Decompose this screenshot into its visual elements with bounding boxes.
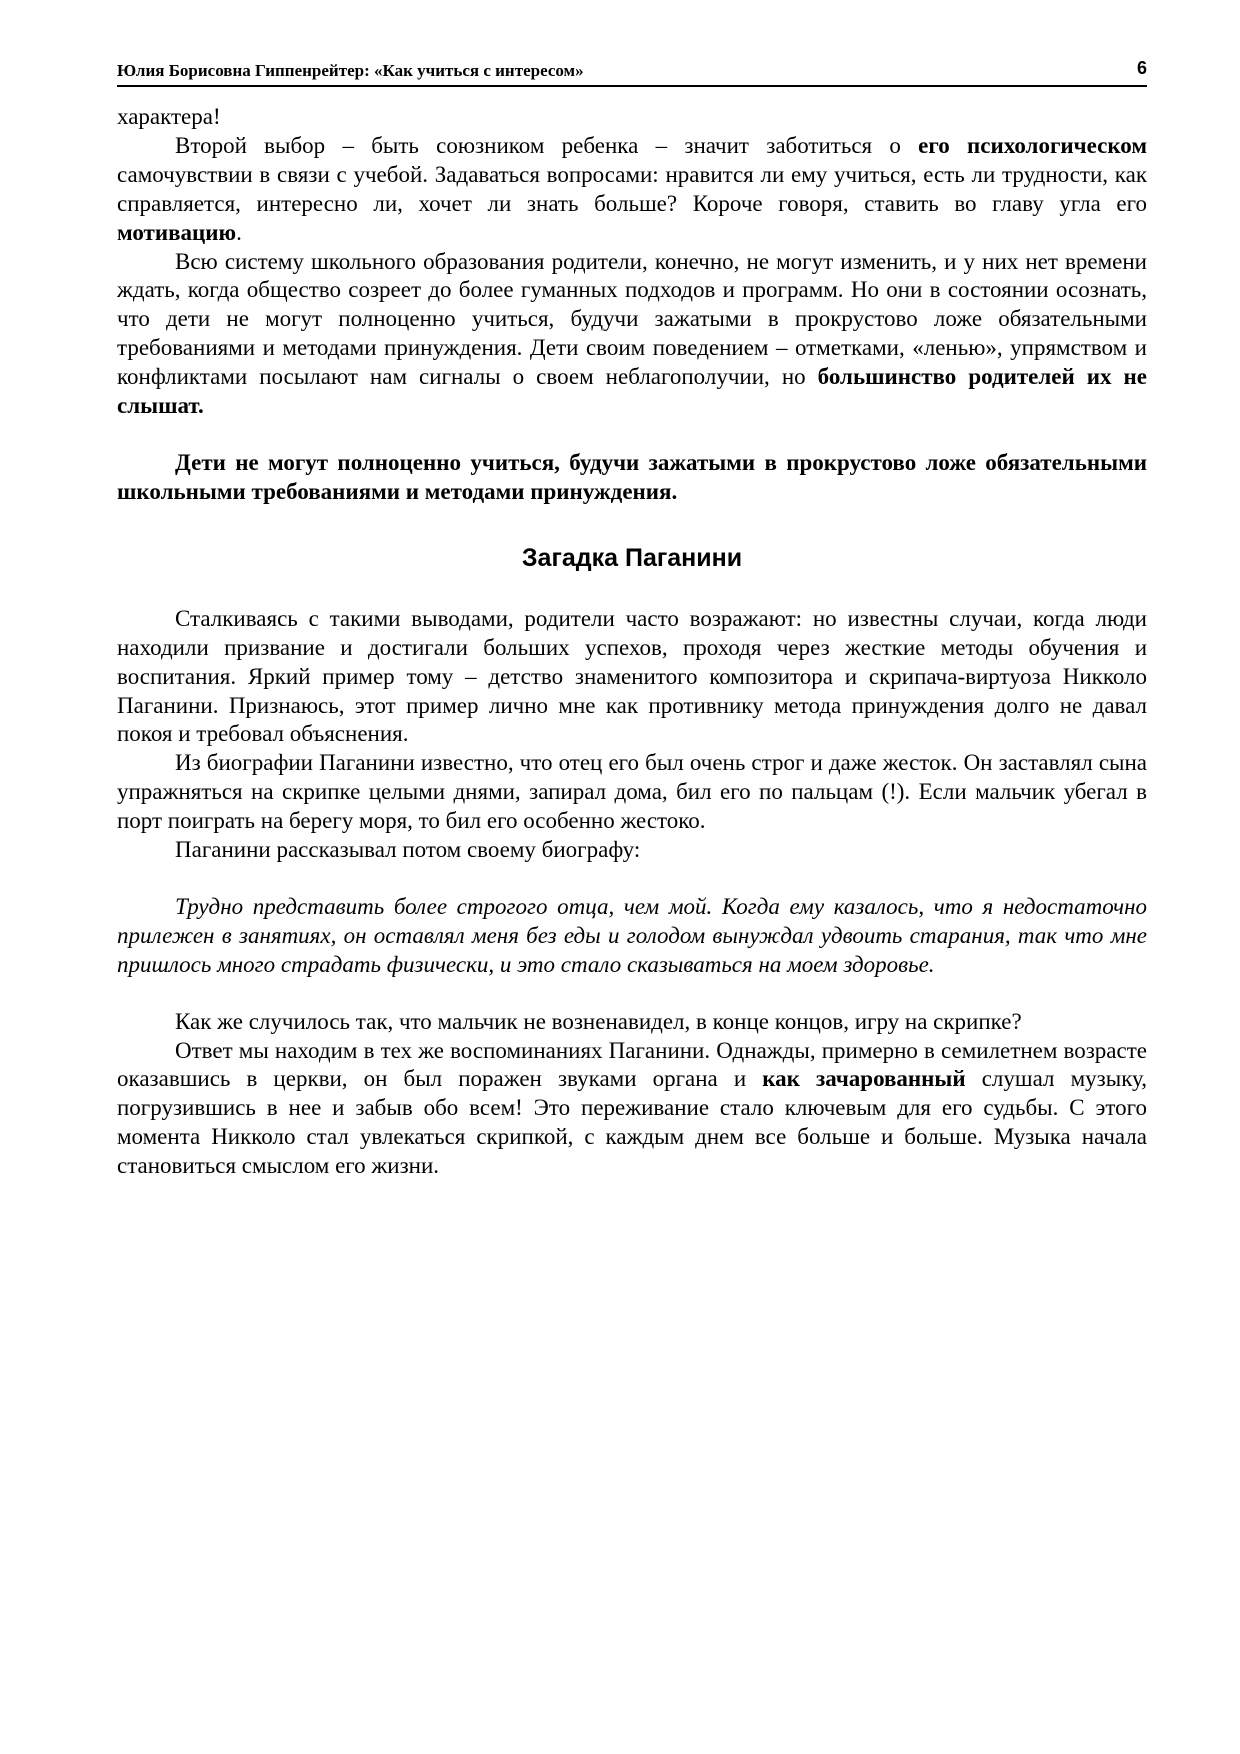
bold-phrase: его психологическом — [918, 132, 1147, 158]
paragraph-paganini-intro: Сталкиваясь с такими выводами, родители часто возражают: но известны случаи, когда люди находили призвание и достигали больших успехов, проходя через жесткие методы обучения и воспитания. Яркий пример тому – детство знаменитого композитора и скрипача-виртуоза Никколо Паганини. Признаюсь, этот пример лично мне как противнику метода принуждения долго не давал покоя и требовал объяснения. — [117, 605, 1147, 747]
paragraph-second-choice — [117, 132, 1147, 248]
text-run: Второй выбор – быть союзником ребенка – значит заботиться о — [175, 132, 919, 158]
section-heading: Загадка Паганини — [521, 543, 743, 572]
text-run: Ответ мы находим в тех же воспоминаниях Паганини. Однажды, примерно в семилетнем возрасте оказавшись в церкви, он был поражен звуками органа и — [117, 1037, 1147, 1092]
paragraph-question: Как же случилось так, что мальчик не возненавидел, в конце концов, игру на скрипке? — [175, 1008, 1022, 1034]
paragraph-biographer: Паганини рассказывал потом своему биографу: — [175, 837, 641, 863]
bold-phrase: как зачарованный — [762, 1066, 966, 1092]
paragraph-biography: Из биографии Паганини известно, что отец его был очень строг и даже жесток. Он заставлял сына упражняться на скрипке целыми днями, запирал дома, бил его по пальцам (!). Если мальчик убегал в порт поиграть на берегу моря, то бил его особенно жестоко. — [117, 750, 1147, 834]
text-run: самочувствии в связи с учебой. Задаваться вопросами: нравится ли ему учиться, есть ли трудности, как справляется, интересно ли, хочет ли знать больше? Короче говоря, ставить во главу угла его — [117, 161, 1147, 216]
running-header — [117, 55, 1147, 87]
paragraph-answer — [117, 1037, 1147, 1182]
page-number: 6 — [1136, 58, 1147, 78]
italic-quote: Трудно представить более строгого отца, чем мой. Когда ему казалось, что я недостаточно прилежен в занятиях, он оставлял меня без еды и голодом вынуждал удвоить старания, так что мне пришлось много страдать физически, и это стало сказываться на моем здоровье. — [117, 893, 1147, 977]
paragraph-continuation: характера! — [117, 104, 221, 129]
text-run: Всю систему школьного образования родители, конечно, не могут изменить, и у них нет времени ждать, когда общество созреет до более гуманных подходов и программ. Но они в состоянии осознать, что дети не могут полноценно учиться, будучи зажатыми в прокрустово ложе обязательными требованиями и методами принуждения. Дети своим поведением – отметками, «ленью», упрямством и конфликтами посылают нам сигналы о своем неблагополучии, но — [117, 248, 1147, 390]
bold-phrase: большинство родителей их не слышат. — [117, 364, 1147, 419]
text-run: слушал музыку, погрузившись в нее и забыв обо всем! Это переживание стало ключевым для его судьбы. С этого момента Никколо стал увлекаться скрипкой, с каждым днем все больше и больше. Музыка начала становиться смыслом его жизни. — [117, 1066, 1147, 1179]
page-body — [117, 103, 1147, 1181]
header-title: Юлия Борисовна Гиппенрейтер: «Как учиться с интересом» — [117, 61, 584, 80]
paragraph-school-system — [117, 248, 1147, 421]
bold-phrase: мотивацию — [117, 219, 237, 245]
text-run: . — [236, 219, 242, 245]
highlighted-statement: Дети не могут полноценно учиться, будучи зажатыми в прокрустово ложе обязательными школьными требованиями и методами принуждения. — [117, 449, 1147, 504]
